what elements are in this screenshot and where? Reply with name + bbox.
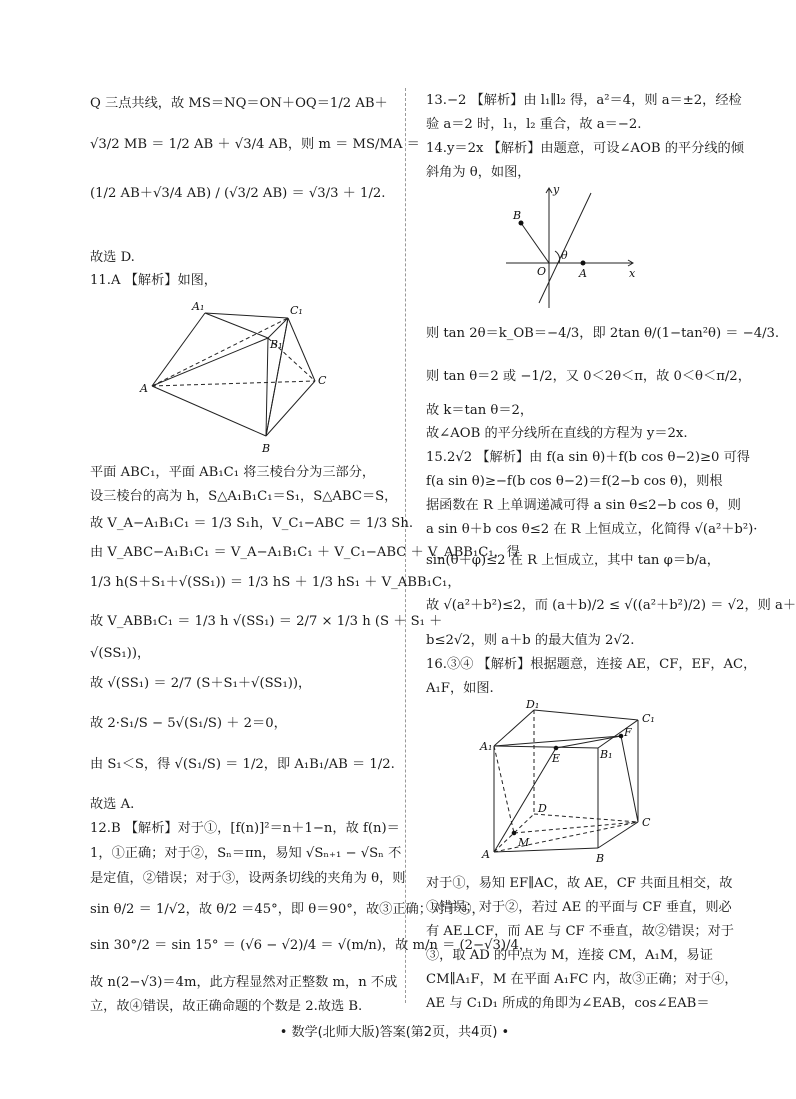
text-line: 故 V_A−A₁B₁C₁ ＝ 1/3 S₁h，V_C₁−ABC ＝ 1/3 Sh.	[90, 516, 414, 531]
text-line: 故 √(a²＋b²)≤2，而 (a＋b)/2 ≤ √((a²＋b²)/2) ＝ √2，则 a＋	[426, 598, 796, 613]
text-line: ①错误；对于②，若过 AE 的平面与 CF 垂直，则必	[426, 900, 732, 915]
cube-label: B₁	[600, 748, 613, 761]
text-line: sin θ/2 ＝ 1/√2，故 θ/2 ＝45°，即 θ＝90°，故③正确；对于④，	[90, 902, 485, 917]
text-line: 故 n(2−√3)＝4m，此方程显然对正整数 m，n 不成	[90, 975, 398, 990]
coordinate-figure	[501, 183, 641, 313]
text-line: A₁F，如图.	[426, 681, 494, 696]
axis-label: x	[629, 267, 636, 280]
text-line: Q 三点共线，故 MS＝NQ＝ON＋OQ＝1/2 AB＋	[90, 96, 388, 111]
text-line: 立，故④错误，故正确命题的个数是 2.故选 B.	[90, 999, 363, 1014]
frustum-label: A	[140, 382, 148, 395]
text-line: √(SS₁))，	[90, 646, 151, 661]
text-line: CM∥A₁F，M 在平面 A₁FC 内，故③正确；对于④，	[426, 972, 738, 987]
text-line: 平面 ABC₁，平面 AB₁C₁ 将三棱台分为三部分，	[90, 465, 376, 480]
text-line: 是定值，②错误；对于③，设两条切线的夹角为 θ，则	[90, 871, 406, 886]
text-line: 12.B 【解析】对于①，[f(n)]²＝n＋1−n，故 f(n)＝	[90, 821, 400, 836]
cube-label: C₁	[642, 712, 655, 725]
text-line: √3/2 MB ＝ 1/2 AB ＋ √3/4 AB，则 m ＝ MS/MA ＝	[90, 137, 420, 152]
text-line: 故 √(SS₁) ＝ 2/7 (S＋S₁＋√(SS₁))，	[90, 676, 312, 691]
text-line: 验 a＝2 时，l₁，l₂ 重合，故 a＝−2.	[426, 117, 642, 132]
axis-label: A	[579, 267, 587, 280]
cube-label: F	[624, 726, 632, 739]
axis-label: y	[553, 183, 560, 196]
text-line: 故选 D.	[90, 250, 135, 265]
text-line: 对于①，易知 EF∥AC，故 AE，CF 共面且相交，故	[426, 876, 733, 891]
frustum-label: B	[262, 442, 271, 455]
text-line: 据函数在 R 上单调递减可得 a sin θ≤2−b cos θ，则	[426, 498, 741, 513]
cube-label: C	[642, 816, 651, 829]
text-line: (1/2 AB＋√3/4 AB) / (√3/2 AB) ＝ √3/3 ＋ 1/2.	[90, 186, 386, 201]
text-line: 故 V_ABB₁C₁ ＝ 1/3 h √(SS₁) ＝ 2/7 × 1/3 h (S ＋ S₁ ＋	[90, 614, 443, 629]
text-line: 则 tan θ＝2 或 −1/2，又 0＜2θ＜π，故 0＜θ＜π/2，	[426, 369, 751, 384]
text-line: b≤2√2，则 a＋b 的最大值为 2√2.	[426, 633, 635, 648]
frustum-label: C	[318, 374, 327, 387]
axis-label: O	[537, 265, 547, 278]
text-line: a sin θ＋b cos θ≤2 在 R 上恒成立，化简得 √(a²＋b²)·	[426, 522, 758, 537]
text-line: 由 V_ABC−A₁B₁C₁ ＝ V_A−A₁B₁C₁ ＋ V_C₁−ABC ＋ V_ABB₁C₁，得	[90, 545, 520, 560]
axis-label: θ	[561, 249, 568, 262]
text-line: 设三棱台的高为 h，S△A₁B₁C₁＝S₁，S△ABC＝S，	[90, 489, 398, 504]
text-line: 故 2·S₁/S − 5√(S₁/S) ＋ 2＝0，	[90, 716, 287, 731]
text-line: sin(θ＋φ)≤2 在 R 上恒成立，其中 tan φ＝b/a，	[426, 553, 720, 568]
text-line: sin 30°/2 ＝ sin 15° ＝ (√6 − √2)/4 ＝ √(m/n)，故 m/n ＝ (2−√3)/4，	[90, 938, 533, 953]
frustum-label: B₁	[270, 338, 283, 351]
text-line: 13.−2 【解析】由 l₁∥l₂ 得，a²＝4，则 a＝±2，经检	[426, 93, 742, 108]
page-footer: • 数学(北师大版)答案(第2页，共4页) •	[279, 1025, 510, 1040]
text-line: AE 与 C₁D₁ 所成的角即为∠EAB，cos∠EAB＝	[426, 996, 710, 1011]
text-line: 15.2√2 【解析】由 f(a sin θ)＋f(b cos θ−2)≥0 可得	[426, 450, 750, 465]
frustum-label: C₁	[290, 304, 303, 317]
text-line: 14.y＝2x 【解析】由题意，可设∠AOB 的平分线的倾	[426, 141, 744, 156]
text-line: 有 AE⊥CF，而 AE 与 CF 不垂直，故②错误；对于	[426, 924, 734, 939]
text-line: 则 tan 2θ＝k_OB＝−4/3，即 2tan θ/(1−tan²θ) ＝ −4/3.	[426, 326, 780, 341]
cube-label: A	[482, 848, 490, 861]
text-line: ③，取 AD 的中点为 M，连接 CM，A₁M，易证	[426, 948, 713, 963]
axis-label: B	[513, 209, 522, 222]
cube-label: D₁	[526, 698, 540, 711]
text-line: 由 S₁＜S，得 √(S₁/S) ＝ 1/2，即 A₁B₁/AB ＝ 1/2.	[90, 757, 395, 772]
text-line: 11.A 【解析】如图，	[90, 273, 217, 288]
cube-label: E	[552, 752, 561, 765]
text-line: 1/3 h(S＋S₁＋√(SS₁)) ＝ 1/3 hS ＋ 1/3 hS₁ ＋ V_ABB₁C₁，	[90, 575, 461, 590]
text-line: 16.③④ 【解析】根据题意，连接 AE，CF，EF，AC，	[426, 657, 757, 672]
text-line: 故∠AOB 的平分线所在直线的方程为 y＝2x.	[426, 426, 688, 441]
text-line: f(a sin θ)≥−f(b cos θ−2)＝f(2−b cos θ)，则根	[426, 474, 723, 489]
text-line: 故选 A.	[90, 797, 135, 812]
frustum-label: A₁	[192, 300, 205, 313]
cube-label: D	[538, 802, 547, 815]
cube-figure	[480, 698, 666, 866]
text-line: 1，①正确；对于②，Sₙ＝πn，易知 √Sₙ₊₁ − √Sₙ 不	[90, 846, 402, 861]
text-line: 斜角为 θ，如图，	[426, 165, 531, 180]
cube-label: A₁	[480, 740, 493, 753]
frustum-figure	[140, 296, 340, 456]
cube-label: B	[596, 852, 605, 865]
cube-label: M	[518, 836, 530, 849]
text-line: 故 k＝tan θ＝2，	[426, 403, 534, 418]
